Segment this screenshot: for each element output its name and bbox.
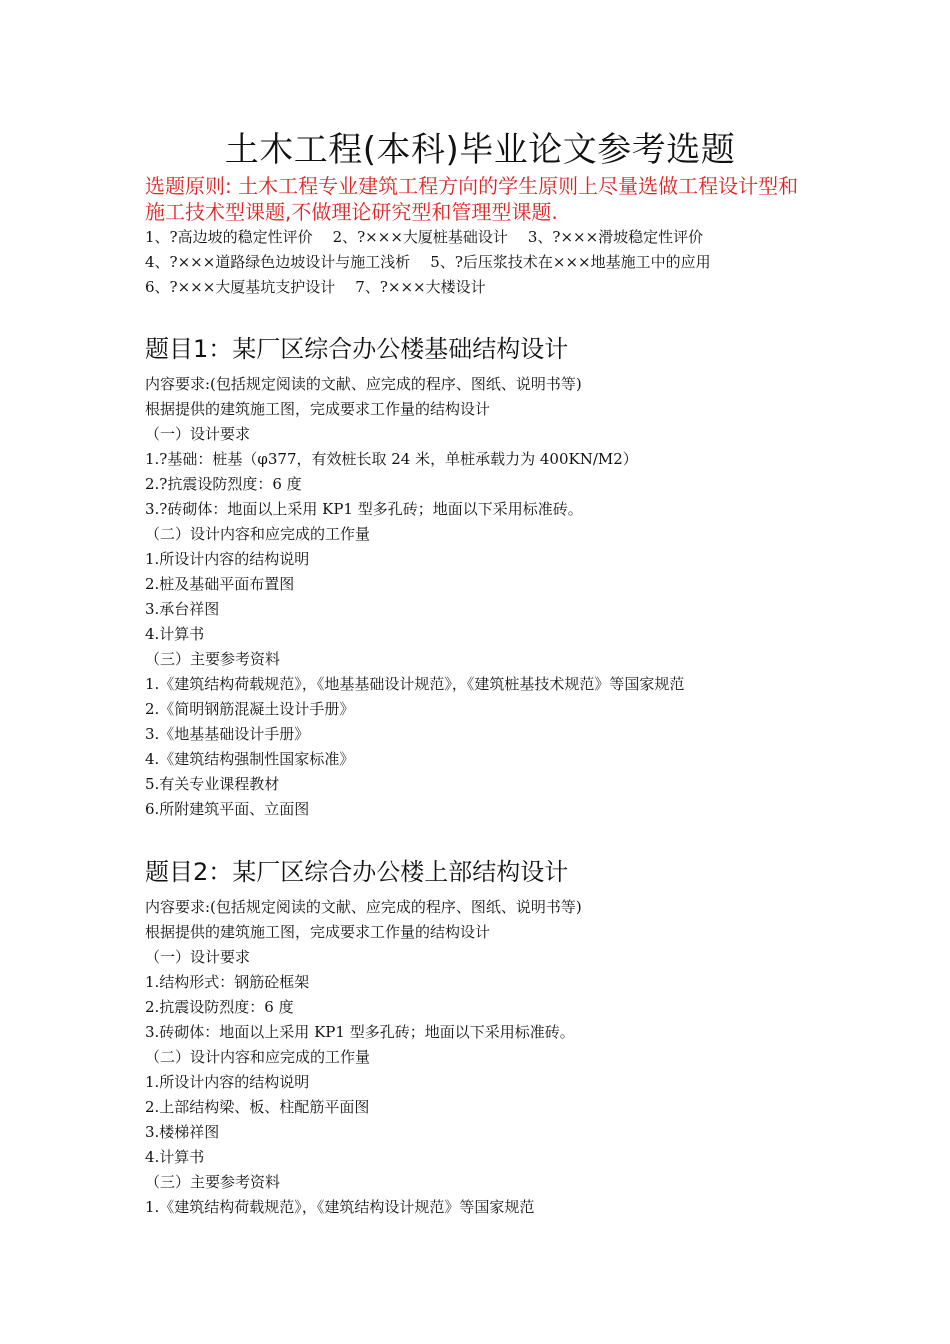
topic-item: 7、?×××大楼设计 xyxy=(355,278,486,296)
text-line: 1.所设计内容的结构说明 xyxy=(145,550,310,568)
text-line: 内容要求:(包括规定阅读的文献、应完成的程序、图纸、说明书等) xyxy=(145,898,582,916)
section-heading: 题目1：某厂区综合办公楼基础结构设计 xyxy=(145,335,569,363)
topic-item: 3、?×××滑坡稳定性评价 xyxy=(527,228,704,246)
text-line: 2.桩及基础平面布置图 xyxy=(145,575,295,593)
text-line: 3.?砖砌体：地面以上采用 KP1 型多孔砖；地面以下采用标准砖。 xyxy=(145,500,583,518)
topic-item: 2、?×××大厦桩基础设计 xyxy=(332,228,508,246)
text-line: 内容要求:(包括规定阅读的文献、应完成的程序、图纸、说明书等) xyxy=(145,375,582,393)
text-line: 3.承台祥图 xyxy=(145,600,220,618)
section-body xyxy=(145,372,815,822)
section-body xyxy=(145,895,815,1220)
text-line: 1.《建筑结构荷载规范》，《地基基础设计规范》，《建筑桩基技术规范》等国家规范 xyxy=(145,675,685,693)
topic-item: 1、?高边坡的稳定性评价 xyxy=(145,228,313,246)
selection-principle: 选题原则: 土木工程专业建筑工程方向的学生原则上尽量选做工程设计型和施工技术型课题,不做理论研究型和管理型课题. xyxy=(145,174,799,224)
text-line: 1.结构形式：钢筋砼框架 xyxy=(145,973,310,991)
text-line: 2.《简明钢筋混凝土设计手册》 xyxy=(145,700,355,718)
text-line: （一）设计要求 xyxy=(145,948,251,966)
text-line: 1.?基础：桩基（φ377，有效桩长取 24 米，单桩承载力为 400KN/M2） xyxy=(145,450,638,468)
topic-row xyxy=(145,225,815,250)
topic-item: 6、?×××大厦基坑支护设计 xyxy=(145,278,336,296)
text-line: 1.所设计内容的结构说明 xyxy=(145,1073,310,1091)
topic-list xyxy=(145,225,815,300)
text-line: 3.《地基基础设计手册》 xyxy=(145,725,310,743)
text-line: 3.砖砌体：地面以上采用 KP1 型多孔砖；地面以下采用标准砖。 xyxy=(145,1023,575,1041)
topic-item: 5、?后压浆技术在×××地基施工中的应用 xyxy=(430,253,711,271)
topic-item: 4、?×××道路绿色边坡设计与施工浅析 xyxy=(145,253,411,271)
document-title: 土木工程(本科)毕业论文参考选题 xyxy=(224,130,736,170)
topic-section-2 xyxy=(145,855,815,1220)
section-heading: 题目2：某厂区综合办公楼上部结构设计 xyxy=(145,858,569,886)
topic-section-1 xyxy=(145,332,815,822)
text-line: （二）设计内容和应完成的工作量 xyxy=(145,1048,371,1066)
topic-row xyxy=(145,250,815,275)
text-line: 2.上部结构梁、板、柱配筋平面图 xyxy=(145,1098,370,1116)
text-line: 3.楼梯祥图 xyxy=(145,1123,220,1141)
text-line: 根据提供的建筑施工图，完成要求工作量的结构设计 xyxy=(145,923,491,941)
text-line: （三）主要参考资料 xyxy=(145,1173,281,1191)
text-line: 4.计算书 xyxy=(145,1148,205,1166)
text-line: 4.《建筑结构强制性国家标准》 xyxy=(145,750,355,768)
text-line: （三）主要参考资料 xyxy=(145,650,281,668)
text-line: 2.抗震设防烈度：6 度 xyxy=(145,998,294,1016)
text-line: 1.《建筑结构荷载规范》，《建筑结构设计规范》等国家规范 xyxy=(145,1198,535,1216)
text-line: 2.?抗震设防烈度：6 度 xyxy=(145,475,302,493)
text-line: 根据提供的建筑施工图，完成要求工作量的结构设计 xyxy=(145,400,491,418)
text-line: 4.计算书 xyxy=(145,625,205,643)
topic-row xyxy=(145,275,815,300)
text-line: 5.有关专业课程教材 xyxy=(145,775,280,793)
text-line: （一）设计要求 xyxy=(145,425,251,443)
text-line: （二）设计内容和应完成的工作量 xyxy=(145,525,371,543)
text-line: 6.所附建筑平面、立面图 xyxy=(145,800,310,818)
